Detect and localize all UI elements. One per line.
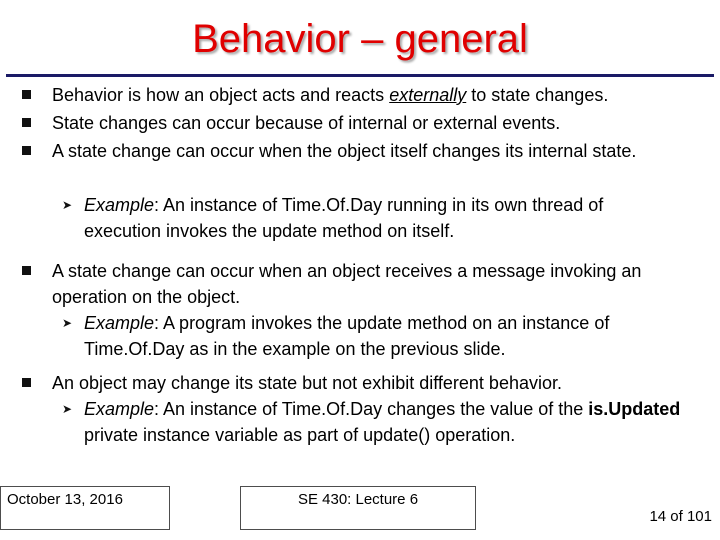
bullet-behavior-definition bbox=[52, 82, 702, 108]
square-bullet-icon bbox=[22, 266, 31, 275]
bullet-no-behavior-change bbox=[52, 370, 702, 396]
arrow-bullet-icon: ➤ bbox=[62, 402, 73, 416]
title-divider bbox=[6, 74, 714, 77]
footer-page-number: 14 of 101 bbox=[649, 508, 712, 525]
sub-bullet-example-internal bbox=[62, 192, 684, 244]
bullet-text: Behavior is how an object acts and reacts bbox=[52, 85, 390, 105]
sub-bullet-example-message bbox=[62, 310, 684, 362]
sub-bullet-text: private instance variable as part of update() operation. bbox=[84, 425, 516, 445]
footer-course: SE 430: Lecture 6 bbox=[240, 486, 476, 530]
arrow-bullet-icon: ➤ bbox=[62, 198, 73, 212]
example-label: Example bbox=[84, 313, 155, 333]
bullet-text: An object may change its state but not exhibit different behavior. bbox=[52, 373, 562, 393]
bullet-text: State changes can occur because of internal or external events. bbox=[52, 113, 561, 133]
square-bullet-icon bbox=[22, 90, 31, 99]
emphasis-text: externally bbox=[389, 85, 467, 105]
sub-bullet-example-state bbox=[62, 396, 684, 448]
bullet-text: A state change can occur when the object itself changes its internal state. bbox=[52, 141, 637, 161]
arrow-bullet-icon: ➤ bbox=[62, 316, 73, 330]
bullet-internal-change bbox=[52, 138, 702, 164]
bullet-text: to state changes. bbox=[466, 85, 609, 105]
square-bullet-icon bbox=[22, 146, 31, 155]
sub-bullet-text: : An instance of Time.Of.Day changes the value of the bbox=[154, 399, 589, 419]
sub-bullet-text: : A program invokes the update method on an instance of Time.Of.Day as in the example on the previous slide. bbox=[84, 313, 610, 359]
sub-bullet-text: : An instance of Time.Of.Day running in its own thread of execution invokes the update method on itself. bbox=[84, 195, 604, 241]
square-bullet-icon bbox=[22, 378, 31, 387]
bold-variable-name: is.Updated bbox=[588, 399, 681, 419]
example-label: Example bbox=[84, 195, 155, 215]
square-bullet-icon bbox=[22, 118, 31, 127]
bullet-text: A state change can occur when an object receives a message invoking an operation on the object. bbox=[52, 261, 642, 307]
footer-date: October 13, 2016 bbox=[0, 486, 170, 530]
slide-title: Behavior – general bbox=[192, 17, 528, 61]
bullet-state-changes bbox=[52, 110, 702, 136]
example-label: Example bbox=[84, 399, 155, 419]
bullet-message-change bbox=[52, 258, 702, 310]
